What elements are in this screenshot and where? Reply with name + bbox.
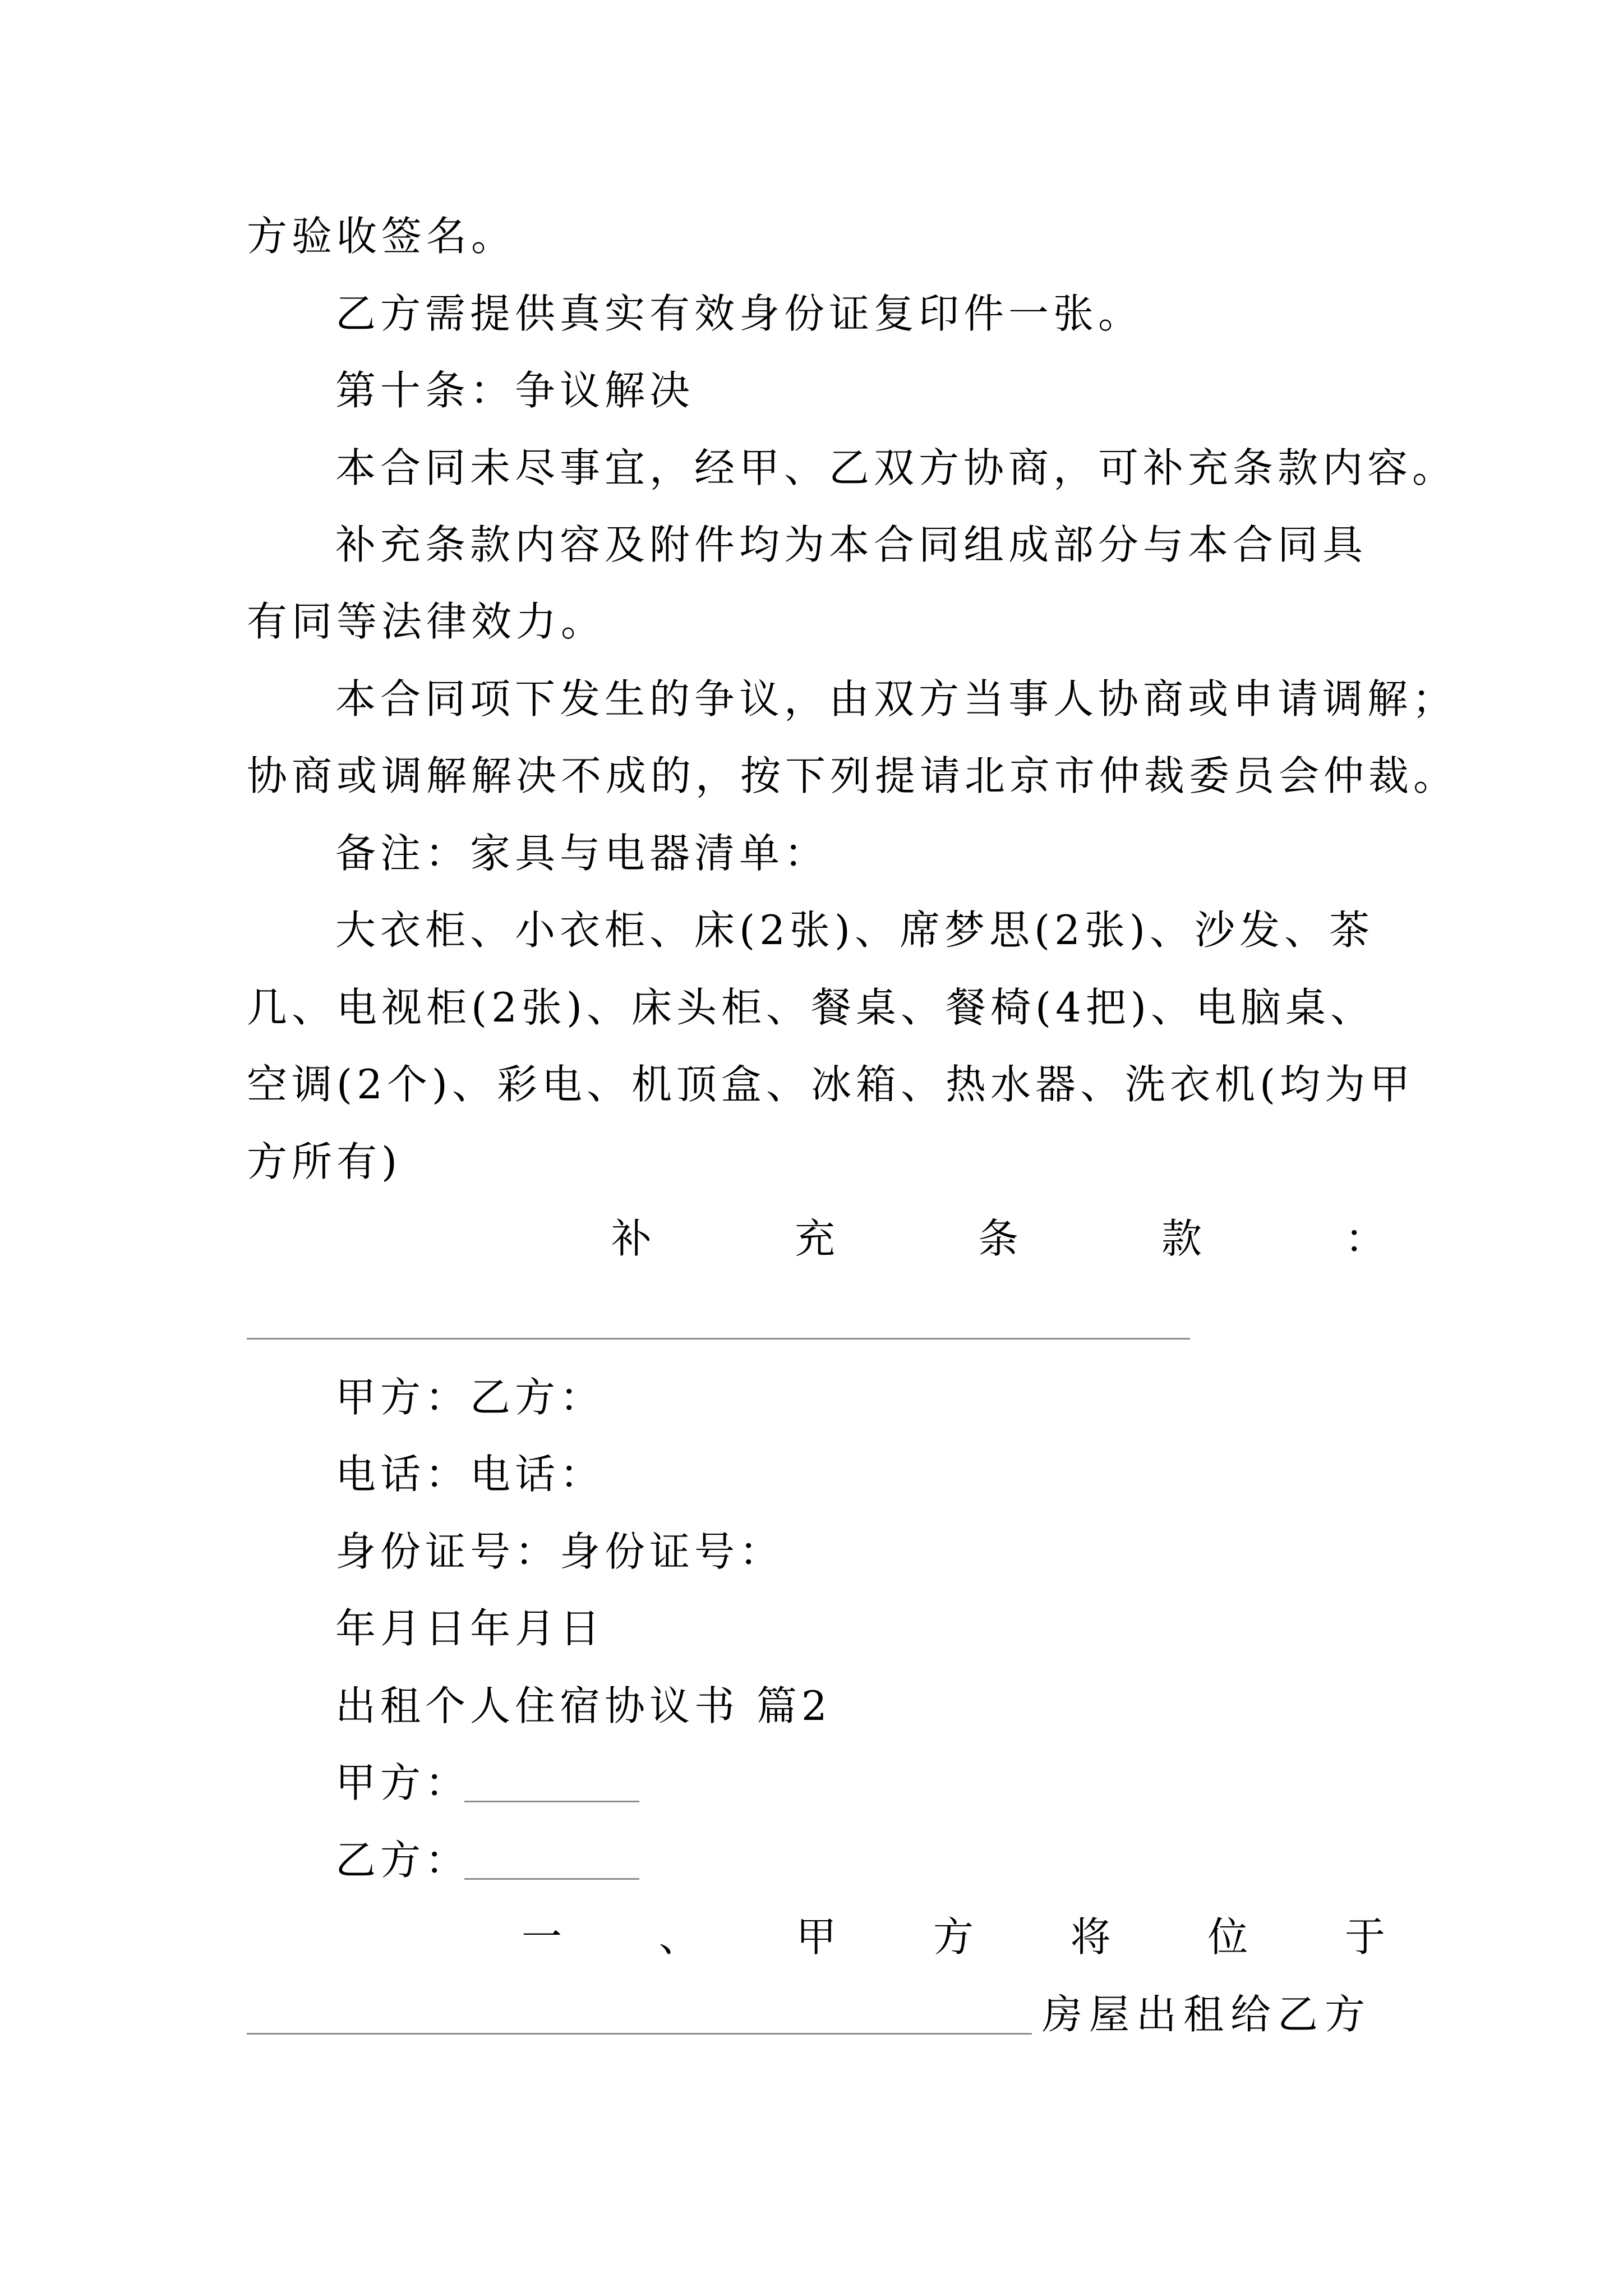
paragraph-line: 补充条款内容及附件均为本合同组成部分与本合同具 [335,521,1368,568]
signature-dates: 年月日年月日 [335,1605,605,1652]
signature-ids: 身份证号：身份证号： [335,1528,785,1575]
party-b-label: 乙方： [335,1837,471,1884]
section-title: 出租个人住宿协议书 篇2 [335,1682,832,1729]
heading-char: 充 [794,1215,835,1262]
note-heading: 备注：家具与电器清单： [335,830,829,877]
clause-char: 于 [1344,1913,1385,1961]
signature-parties: 甲方：乙方： [335,1374,605,1421]
heading-char: 条 [978,1215,1018,1262]
paragraph-line: 本合同未尽事宜，经甲、乙双方协商，可补充条款内容。 [335,444,1458,491]
paragraph-line: 方所有) [247,1138,402,1185]
clause-char: 、 [658,1913,699,1961]
paragraph-line: 乙方需提供真实有效身份证复印件一张。 [335,290,1144,337]
clause-char: 甲 [796,1913,837,1961]
clause-char: 将 [1070,1913,1111,1961]
paragraph-line: 本合同项下发生的争议，由双方当事人协商或申请调解； [335,675,1458,723]
heading-char: 款 [1161,1215,1202,1262]
paragraph-line: 有同等法律效力。 [247,598,606,645]
clause-char: 方 [933,1913,974,1961]
paragraph-line: 方验收签名。 [247,213,517,260]
paragraph-line: 空调(2个)、彩电、机顶盒、冰箱、热水器、洗衣机(均为甲 [247,1061,1415,1108]
clause-char: 一 [522,1913,562,1961]
paragraph-line: 协商或调解解决不成的，按下列提请北京市仲裁委员会仲裁。 [247,752,1459,799]
supplement-heading [611,1215,1385,1262]
clause-one-line [522,1913,1385,1961]
paragraph-line: 几、电视柜(2张)、床头柜、餐桌、餐椅(4把)、电脑桌、 [247,984,1375,1031]
article-heading: 第十条：争议解决 [335,367,695,414]
clause-one-tail: 房屋出租给乙方 [1042,1991,1372,2038]
heading-char: ： [1344,1215,1385,1262]
signature-phones: 电话：电话： [335,1451,605,1498]
paragraph-line: 大衣柜、小衣柜、床(2张)、席梦思(2张)、沙发、茶 [335,907,1374,954]
party-b-blank [464,1878,639,1880]
heading-char: 补 [611,1215,652,1262]
address-blank [247,2033,1032,2035]
supplement-blank-line [247,1338,1190,1340]
clause-char: 位 [1207,1913,1248,1961]
party-a-blank [464,1801,639,1802]
party-a-label: 甲方： [335,1759,471,1806]
